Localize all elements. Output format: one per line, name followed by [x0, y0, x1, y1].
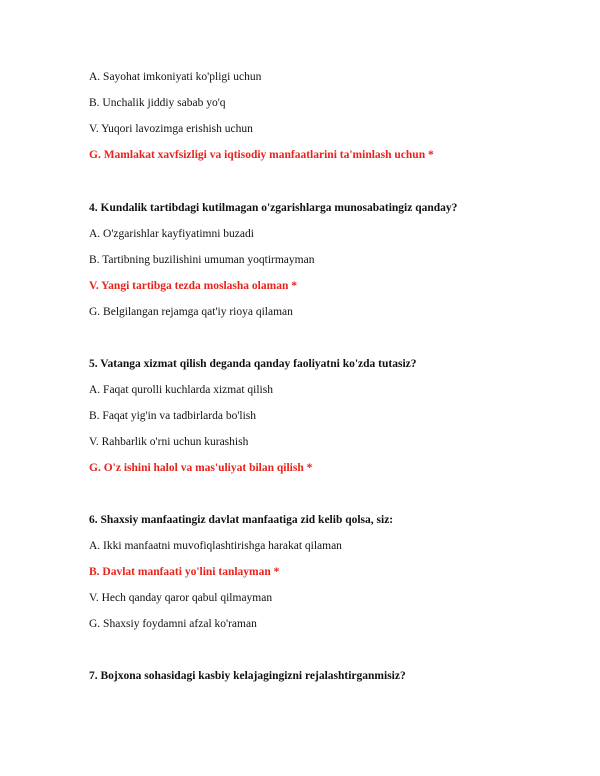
q5-option-a: A. Faqat qurolli kuchlarda xizmat qilish — [89, 384, 273, 396]
q7-question: 7. Bojxona sohasidagi kasbiy kelajagingizni rejalashtirganmisiz? — [89, 670, 406, 682]
q4-question: 4. Kundalik tartibdagi kutilmagan o'zgarishlarga munosabatingiz qanday? — [89, 202, 458, 214]
q5-option-b: B. Faqat yig'in va tadbirlarda bo'lish — [89, 410, 257, 422]
q4-option-b: B. Tartibning buzilishini umuman yoqtirmayman — [89, 254, 315, 266]
q5-option-g-correct: G. O'z ishini halol va mas'uliyat bilan qilish * — [89, 462, 313, 474]
q3-option-b: B. Unchalik jiddiy sabab yo'q — [89, 97, 226, 109]
q5-question: 5. Vatanga xizmat qilish deganda qanday faoliyatni ko'zda tutasiz? — [89, 358, 417, 370]
q4-option-a: A. O'zgarishlar kayfiyatimni buzadi — [89, 228, 254, 240]
q3-option-g-correct: G. Mamlakat xavfsizligi va iqtisodiy manfaatlarini ta'minlash uchun * — [89, 149, 434, 161]
q4-option-v-correct: V. Yangi tartibga tezda moslasha olaman * — [89, 280, 297, 292]
q6-option-b-correct: B. Davlat manfaati yo'lini tanlayman * — [89, 566, 280, 578]
q4-option-g: G. Belgilangan rejamga qat'iy rioya qilaman — [89, 306, 293, 318]
q5-option-v: V. Rahbarlik o'rni uchun kurashish — [89, 436, 249, 448]
q3-option-a: A. Sayohat imkoniyati ko'pligi uchun — [89, 71, 262, 83]
q6-option-v: V. Hech qanday qaror qabul qilmayman — [89, 592, 273, 604]
q6-question: 6. Shaxsiy manfaatingiz davlat manfaatiga zid kelib qolsa, siz: — [89, 514, 394, 526]
q3-option-v: V. Yuqori lavozimga erishish uchun — [89, 123, 253, 135]
q6-option-a: A. Ikki manfaatni muvofiqlashtirishga harakat qilaman — [89, 540, 342, 552]
q6-option-g: G. Shaxsiy foydamni afzal ko'raman — [89, 618, 257, 630]
